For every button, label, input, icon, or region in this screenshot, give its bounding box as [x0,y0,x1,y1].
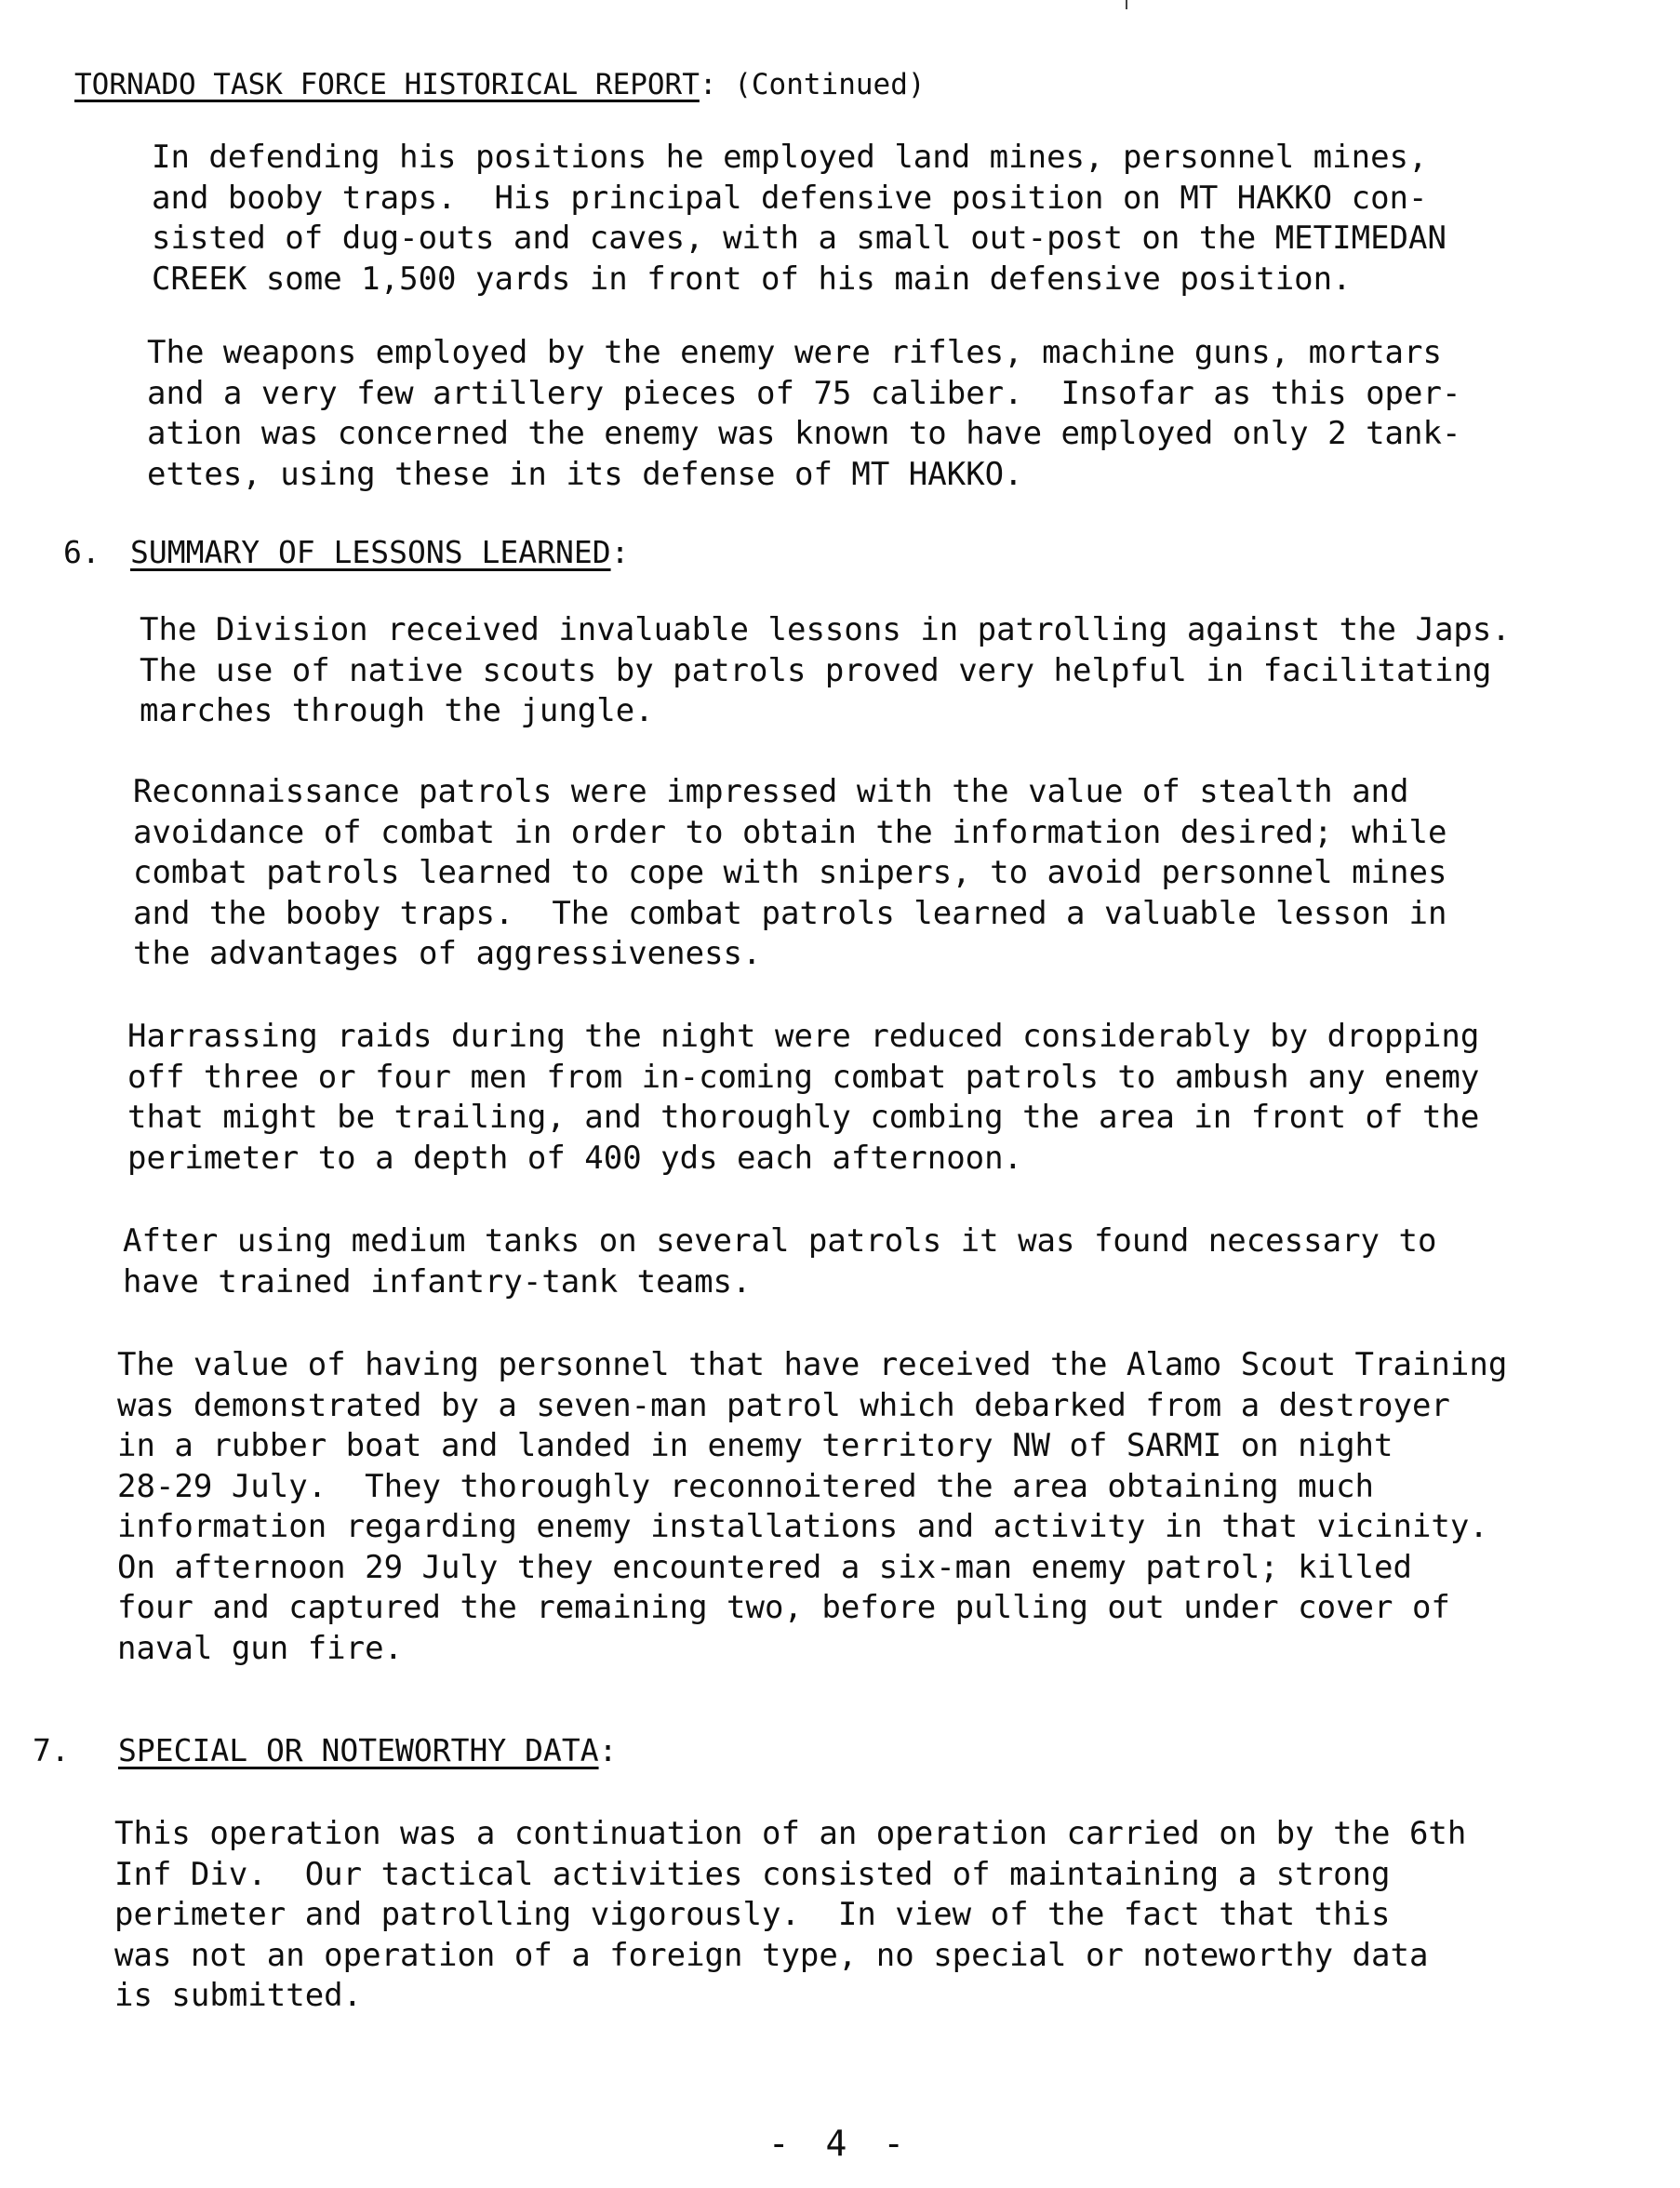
section-7-heading [33,1730,617,1771]
section-6-title: SUMMARY OF LESSONS LEARNED [130,534,611,570]
section-6-paragraph-5: The value of having personnel that have received the Alamo Scout Training was demonstrated by a seven-man patrol which debarked from a destroyer in a rubber boat and landed in enemy territory NW of SARMI on night 28-29 July. They thoroughly reconnoitered the area obtaining much information regarding enemy installations and activity in that vicinity. On afternoon 29 July they encountered a six-man enemy patrol; killed four and captured the remaining two, before pulling out under cover of naval gun fire. [117,1346,1508,1667]
section-7-colon: : [598,1732,618,1768]
section-7-paragraph-1: This operation was a continuation of an operation carried on by the 6th Inf Div. Our tactical activities consisted of maintaining a strong perimeter and patrolling vigorously. In view of the fact that this was not an operation of a foreign type, no special or noteworthy data is submitted. [114,1815,1467,2014]
section-6-paragraph-4: After using medium tanks on several patrols it was found necessary to have trained infantry-tank teams. [123,1222,1437,1301]
section-6-number: 6. [63,534,100,570]
report-title: TORNADO TASK FORCE HISTORICAL REPORT [74,68,700,101]
section-6-paragraph-1: The Division received invaluable lessons in patrolling against the Japs. The use of native scouts by patrols proved very helpful in facilitating marches through the jungle. [140,611,1511,729]
page-number: - 4 - [767,2123,913,2164]
report-header [74,65,926,104]
intro-paragraph-2: The weapons employed by the enemy were rifles, machine guns, mortars and a very few artillery pieces of 75 caliber. Insofar as this oper- ation was concerned the enemy was known to have employed only 2 tank- ettes, using these in its defense of MT HAKKO. [147,334,1461,493]
section-6-paragraph-3: Harrassing raids during the night were reduced considerably by dropping off three or four men from in-coming combat patrols to ambush any enemy that might be trailing, and thoroughly combing the area in front of the perimeter to a depth of 400 yds each afternoon. [127,1018,1480,1177]
scan-mark [1126,0,1127,9]
intro-paragraph-1: In defending his positions he employed land mines, personnel mines, and booby traps. His principal defensive position on MT HAKKO con- sisted of dug-outs and caves, with a small out-post on the METIMEDAN CREEK some 1,500 yards in front of his main defensive position. [152,139,1447,298]
report-continuation: : (Continued) [699,68,926,101]
section-6-paragraph-2: Reconnaissance patrols were impressed with the value of stealth and avoidance of combat in order to obtain the information desired; while combat patrols learned to cope with snipers, to avoid personnel mines and the booby traps. The combat patrols learned a valuable lesson in the advantages of aggressiveness. [133,773,1447,972]
section-6-colon: : [610,534,630,570]
section-6-heading [63,532,629,573]
section-7-title: SPECIAL OR NOTEWORTHY DATA [118,1732,599,1768]
section-7-number: 7. [33,1732,70,1768]
